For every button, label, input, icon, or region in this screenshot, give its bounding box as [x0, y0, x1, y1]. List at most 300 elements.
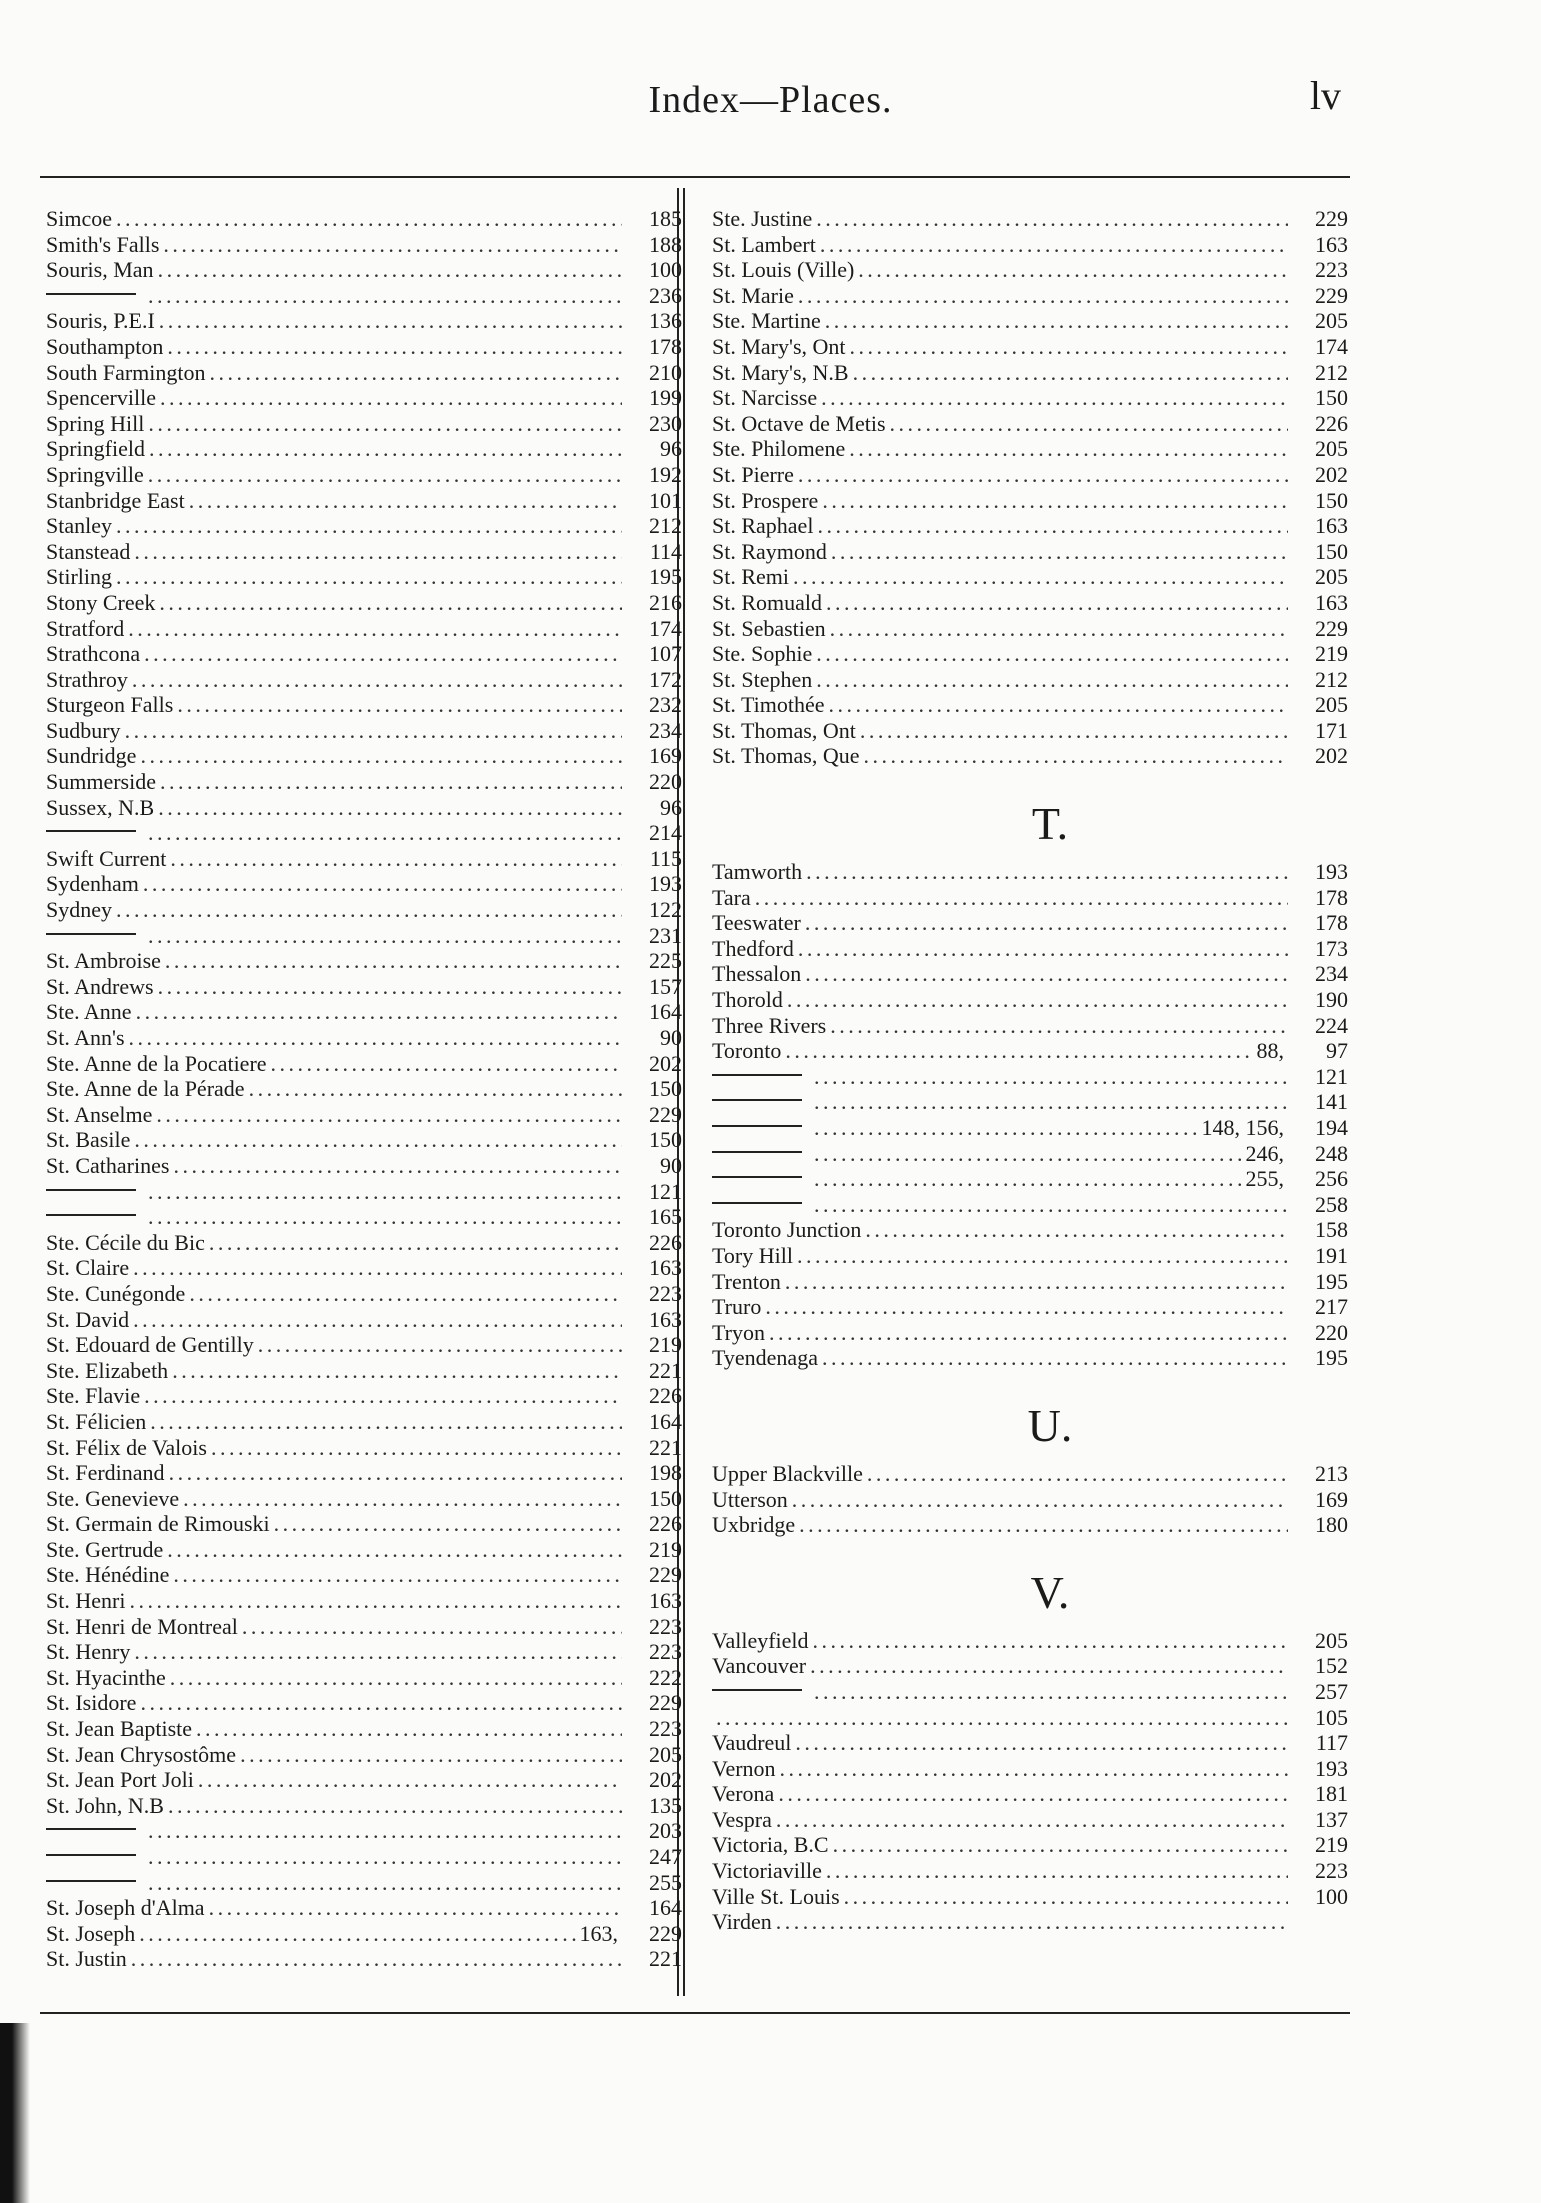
leader-dots [158, 257, 622, 283]
place-name: St. Catharines [46, 1152, 170, 1178]
ditto-dash [712, 1151, 802, 1153]
index-entry [46, 795, 682, 821]
place-name: St. Jean Port Joli [46, 1767, 194, 1793]
index-entry [46, 1793, 682, 1819]
ditto-dash [46, 293, 136, 295]
index-entry [46, 1562, 682, 1588]
extra-page-refs: 246, [1245, 1140, 1284, 1166]
leader-dots [125, 718, 622, 744]
leader-dots [780, 1756, 1288, 1782]
place-name: Vaudreul [712, 1730, 792, 1756]
index-entry [46, 616, 682, 642]
section-letter: V. [1030, 1566, 1070, 1618]
page-reference: 219 [649, 1536, 682, 1562]
place-name: Stony Creek [46, 589, 156, 615]
place-name: St. Justin [46, 1946, 127, 1972]
ditto-dash [712, 1689, 802, 1691]
leader-dots [149, 436, 622, 462]
leader-dots [793, 564, 1288, 590]
leader-dots [806, 859, 1288, 885]
leader-dots [189, 1281, 622, 1307]
index-entry [712, 616, 1348, 642]
place-name: Sussex, N.B [46, 794, 155, 820]
index-entry [46, 1383, 682, 1409]
page-reference: 202 [649, 1050, 682, 1076]
place-name: St. Claire [46, 1255, 130, 1281]
place-name: Ste. Hénédine [46, 1562, 170, 1588]
place-name: Uxbridge [712, 1512, 796, 1538]
place-name: St. Isidore [46, 1690, 137, 1716]
leader-dots [828, 692, 1288, 718]
place-name: South Farmington [46, 359, 206, 385]
index-entry [712, 488, 1348, 514]
place-name: Truro [712, 1294, 762, 1320]
page-reference: 101 [649, 487, 682, 513]
index-entry [46, 1460, 682, 1486]
place-name: St. Félicien [46, 1408, 147, 1434]
page-reference: 105 [1315, 1704, 1348, 1730]
page-reference: 121 [1315, 1063, 1348, 1089]
ditto-dash [46, 1189, 136, 1191]
place-name: Stirling [46, 564, 113, 590]
place-name: St. Henri de Montreal [46, 1613, 238, 1639]
place-name: Southampton [46, 333, 164, 359]
index-entry [712, 1705, 1348, 1731]
index-entry [46, 846, 682, 872]
place-name: St. Remi [712, 564, 790, 590]
page-reference: 150 [1315, 487, 1348, 513]
index-entry [712, 1512, 1348, 1538]
place-name: Verona [712, 1781, 775, 1807]
leader-dots [209, 1230, 622, 1256]
page-reference: 117 [1315, 1730, 1348, 1756]
page-reference: 230 [649, 410, 682, 436]
leader-dots [168, 1793, 622, 1819]
page-reference: 205 [1315, 1627, 1348, 1653]
page-reference: 226 [649, 1511, 682, 1537]
place-name: Vernon [712, 1755, 776, 1781]
page-reference: 195 [1315, 1345, 1348, 1371]
place-name: Strathroy [46, 666, 128, 692]
page-reference: 194 [1315, 1115, 1348, 1140]
page-reference: 152 [1315, 1653, 1348, 1679]
place-name: St. Prospere [712, 487, 819, 513]
index-entry-continuation [46, 820, 682, 846]
index-entry [46, 1690, 682, 1716]
leader-dots [242, 1614, 622, 1640]
place-name: Ste. Flavie [46, 1383, 141, 1409]
page-reference: 202 [1315, 743, 1348, 769]
index-entry [46, 436, 682, 462]
place-name: St. Louis (Ville) [712, 257, 855, 283]
index-entry [46, 1358, 682, 1384]
place-name: St. Hyacinthe [46, 1664, 166, 1690]
leader-dots [810, 1653, 1288, 1679]
place-name: St. David [46, 1306, 130, 1332]
page-reference: 169 [1315, 1486, 1348, 1512]
leader-dots [805, 961, 1288, 987]
index-entry [712, 961, 1348, 987]
index-entry [46, 1332, 682, 1358]
page-reference: 174 [649, 615, 682, 641]
index-entry [46, 385, 682, 411]
leader-dots [865, 1217, 1288, 1243]
leader-dots [863, 743, 1288, 769]
page-reference: 212 [1315, 666, 1348, 692]
leader-dots [159, 590, 622, 616]
leader-dots [271, 1051, 622, 1077]
leader-dots [765, 1294, 1288, 1320]
page-reference: 210 [649, 359, 682, 385]
leader-dots [116, 897, 622, 923]
index-entry [712, 539, 1348, 565]
index-entry [46, 334, 682, 360]
page-reference: 163 [1315, 231, 1348, 257]
index-entry [46, 1255, 682, 1281]
leader-dots [148, 923, 622, 949]
page-reference: 229 [649, 1690, 682, 1716]
index-entry [712, 436, 1348, 462]
index-entry [712, 1832, 1348, 1858]
place-name: St. Raphael [712, 513, 814, 539]
index-entry [46, 1716, 682, 1742]
index-entry [712, 411, 1348, 437]
page-reference: 150 [649, 1076, 682, 1102]
page-reference: 232 [649, 692, 682, 718]
leader-dots [785, 1269, 1288, 1295]
index-entry-continuation [712, 1141, 1348, 1167]
leader-dots [140, 743, 622, 769]
index-entry [712, 743, 1348, 769]
page-reference: 217 [1315, 1294, 1348, 1320]
leader-dots [172, 1358, 622, 1384]
index-entry [46, 488, 682, 514]
leader-dots [792, 1487, 1288, 1513]
place-name: St. Joseph [46, 1920, 136, 1946]
index-entry-continuation [46, 923, 682, 949]
place-name: Victoria, B.C [712, 1832, 829, 1858]
leader-dots [867, 1461, 1288, 1487]
page-reference: 224 [1315, 1012, 1348, 1038]
page-number: lv [1309, 73, 1341, 118]
page-title: Index—Places. [648, 79, 893, 121]
page-reference: 258 [1315, 1191, 1348, 1217]
index-entry [46, 539, 682, 565]
leader-dots [128, 616, 622, 642]
leader-dots [822, 488, 1288, 514]
page-reference: 165 [649, 1204, 682, 1230]
page-reference: 220 [1315, 1319, 1348, 1345]
page-reference: 193 [649, 871, 682, 897]
place-name: Spencerville [46, 385, 156, 411]
index-entry [46, 1511, 682, 1537]
index-entry [46, 1153, 682, 1179]
leader-dots [805, 910, 1288, 936]
page-reference: 202 [649, 1767, 682, 1793]
index-entry [712, 206, 1348, 232]
leader-dots [240, 1742, 622, 1768]
index-entry [46, 718, 682, 744]
place-name: Sydney [46, 897, 112, 923]
page-reference: 122 [649, 897, 682, 923]
page-reference: 256 [1315, 1166, 1348, 1192]
leader-dots [890, 411, 1288, 437]
index-entry [46, 206, 682, 232]
leader-dots [813, 1628, 1288, 1654]
page-reference: 171 [1315, 717, 1348, 743]
place-name: St. Stephen [712, 666, 813, 692]
page-reference: 212 [649, 513, 682, 539]
page-reference: 229 [649, 1101, 682, 1127]
index-entry [712, 462, 1348, 488]
place-name: Ville St. Louis [712, 1883, 840, 1909]
place-name: St. Thomas, Ont [712, 717, 856, 743]
page-reference: 185 [649, 206, 682, 231]
page-reference: 199 [649, 385, 682, 411]
leader-dots [134, 1639, 622, 1665]
leader-dots [158, 795, 622, 821]
page-reference: 213 [1315, 1460, 1348, 1486]
page-reference: 229 [1315, 615, 1348, 641]
index-entry [712, 1781, 1348, 1807]
page-reference: 174 [1315, 333, 1348, 359]
place-name: St. John, N.B [46, 1792, 164, 1818]
leader-dots [156, 1102, 622, 1128]
leader-dots [814, 1679, 1288, 1705]
leader-dots [148, 462, 622, 488]
leader-dots [116, 564, 622, 590]
page-reference: 216 [649, 589, 682, 615]
place-name: Tara [712, 884, 751, 910]
page-reference: 219 [1315, 641, 1348, 667]
page-reference: 180 [1315, 1512, 1348, 1538]
place-name: St. Marie [712, 282, 794, 308]
place-name: Tryon [712, 1319, 765, 1345]
index-entry [712, 1217, 1348, 1243]
page-reference: 100 [1315, 1883, 1348, 1909]
leader-dots [140, 1690, 622, 1716]
index-entry [46, 1307, 682, 1333]
leader-dots [150, 1409, 622, 1435]
index-entry [712, 360, 1348, 386]
place-name: Strathcona [46, 641, 141, 667]
leader-dots [716, 1705, 1288, 1731]
leader-dots [844, 1884, 1288, 1910]
index-entry [712, 1730, 1348, 1756]
page-reference: 205 [1315, 692, 1348, 718]
leader-dots [133, 1307, 622, 1333]
leader-dots [189, 488, 622, 514]
page-reference: 231 [649, 922, 682, 948]
index-entry [712, 641, 1348, 667]
place-name: St. Joseph d'Alma [46, 1895, 205, 1921]
page-reference: 223 [649, 1639, 682, 1665]
place-name: St. Henri [46, 1588, 126, 1614]
leader-dots [798, 462, 1288, 488]
leader-dots [850, 334, 1288, 360]
place-name: St. Mary's, N.B [712, 359, 849, 385]
index-entry-continuation [46, 1818, 682, 1844]
index-entry [46, 692, 682, 718]
index-entry [712, 232, 1348, 258]
place-name: St. Ambroise [46, 948, 161, 974]
ditto-dash [712, 1202, 802, 1204]
page-reference: 169 [649, 743, 682, 769]
leader-dots [116, 206, 622, 232]
page-reference: 205 [649, 1741, 682, 1767]
ditto-dash [712, 1176, 802, 1178]
page-reference: 203 [649, 1818, 682, 1844]
page-reference: 107 [649, 641, 682, 667]
leader-dots [148, 1204, 622, 1230]
index-entry [46, 1409, 682, 1435]
index-entry [712, 1807, 1348, 1833]
index-entry [46, 1767, 682, 1793]
index-entry [712, 257, 1348, 283]
leader-dots [167, 334, 622, 360]
page-reference: 136 [649, 308, 682, 334]
leader-dots [148, 1870, 622, 1896]
index-entry [46, 1486, 682, 1512]
leader-dots [209, 1895, 622, 1921]
index-entry [46, 360, 682, 386]
index-entry [46, 1435, 682, 1461]
page-reference: 141 [1315, 1089, 1348, 1115]
leader-dots [148, 1179, 622, 1205]
page-reference: 181 [1315, 1781, 1348, 1807]
leader-dots [143, 871, 622, 897]
ditto-dash [46, 830, 136, 832]
page-reference: 96 [660, 436, 682, 462]
page-reference: 150 [1315, 385, 1348, 411]
index-entry [46, 1281, 682, 1307]
place-name: Stanley [46, 513, 112, 539]
ditto-dash [712, 1074, 802, 1076]
extra-page-refs: 255, [1245, 1166, 1284, 1192]
index-entry [46, 999, 682, 1025]
extra-page-refs: 88, [1256, 1038, 1284, 1064]
leader-dots [860, 718, 1288, 744]
index-entry [712, 1294, 1348, 1320]
index-entry [46, 948, 682, 974]
index-entry [712, 718, 1348, 744]
leader-dots [148, 283, 622, 309]
place-name: Toronto [712, 1038, 782, 1064]
index-entry [712, 513, 1348, 539]
leader-dots [170, 1665, 622, 1691]
index-entry [712, 1487, 1348, 1513]
place-name: Ste. Anne [46, 999, 132, 1025]
place-name: St. Basile [46, 1127, 131, 1153]
page-reference: 172 [649, 666, 682, 692]
page-reference: 178 [649, 333, 682, 359]
leader-dots [158, 974, 622, 1000]
index-entry [712, 564, 1348, 590]
book-spine-shadow [0, 2023, 30, 2203]
page-reference: 198 [649, 1460, 682, 1486]
page-reference: 205 [1315, 564, 1348, 590]
leader-dots [148, 1818, 622, 1844]
place-name: Tamworth [712, 859, 803, 885]
index-entry [712, 910, 1348, 936]
leader-dots [858, 257, 1288, 283]
index-entry [46, 411, 682, 437]
index-entry [46, 897, 682, 923]
leader-dots [814, 1141, 1242, 1167]
place-name: St. Lambert [712, 231, 816, 257]
page-reference: 163 [649, 1255, 682, 1281]
page-reference: 191 [1315, 1242, 1348, 1268]
place-name: St. Romuald [712, 589, 823, 615]
page-reference: 205 [1315, 436, 1348, 462]
leader-dots [820, 232, 1288, 258]
index-entry-continuation [46, 1844, 682, 1870]
page-reference: 222 [649, 1664, 682, 1690]
index-entry [712, 308, 1348, 334]
index-entry [712, 334, 1348, 360]
page-reference: 135 [649, 1792, 682, 1818]
index-entry [712, 1461, 1348, 1487]
index-entry-continuation [712, 1115, 1348, 1141]
index-entry-continuation [712, 1064, 1348, 1090]
leader-dots [814, 1166, 1242, 1192]
index-entry-continuation [712, 1679, 1348, 1705]
page-reference: 223 [649, 1613, 682, 1639]
index-entry [46, 1588, 682, 1614]
page-reference: 173 [1315, 935, 1348, 961]
page-reference: 121 [649, 1178, 682, 1204]
index-entry [46, 590, 682, 616]
index-entry [712, 1884, 1348, 1910]
page-reference: 247 [649, 1844, 682, 1869]
leader-dots [795, 1730, 1288, 1756]
leader-dots [169, 1460, 622, 1486]
page-reference: 178 [1315, 884, 1348, 910]
place-name: St. Ann's [46, 1025, 125, 1050]
page-reference: 150 [1315, 538, 1348, 564]
leader-dots [129, 1588, 622, 1614]
leader-dots [144, 641, 622, 667]
page-reference: 248 [1315, 1140, 1348, 1166]
place-name: Virden [712, 1909, 772, 1935]
place-name: St. Félix de Valois [46, 1434, 207, 1460]
leader-dots [129, 1025, 622, 1051]
page-reference: 226 [1315, 410, 1348, 436]
place-name: Smith's Falls [46, 231, 160, 257]
place-name: Tyendenaga [712, 1345, 818, 1371]
place-name: Tory Hill [712, 1242, 793, 1268]
leader-dots [258, 1332, 622, 1358]
ditto-dash [46, 1828, 136, 1830]
index-entry [46, 1921, 682, 1947]
index-entry [46, 1051, 682, 1077]
place-name: St. Octave de Metis [712, 410, 886, 436]
index-entry [46, 1102, 682, 1128]
leader-dots [849, 436, 1288, 462]
section-letter: T. [1031, 798, 1069, 850]
leader-dots [210, 360, 622, 386]
index-entry-continuation [46, 1179, 682, 1205]
index-entry [712, 692, 1348, 718]
place-name: Summerside [46, 769, 156, 795]
index-entry [712, 1628, 1348, 1654]
leader-dots [173, 1562, 622, 1588]
leader-dots [133, 1255, 622, 1281]
place-name: Victoriaville [712, 1858, 822, 1884]
page-reference: 192 [649, 461, 682, 487]
place-name: Upper Blackville [712, 1460, 863, 1486]
leader-dots [826, 590, 1288, 616]
